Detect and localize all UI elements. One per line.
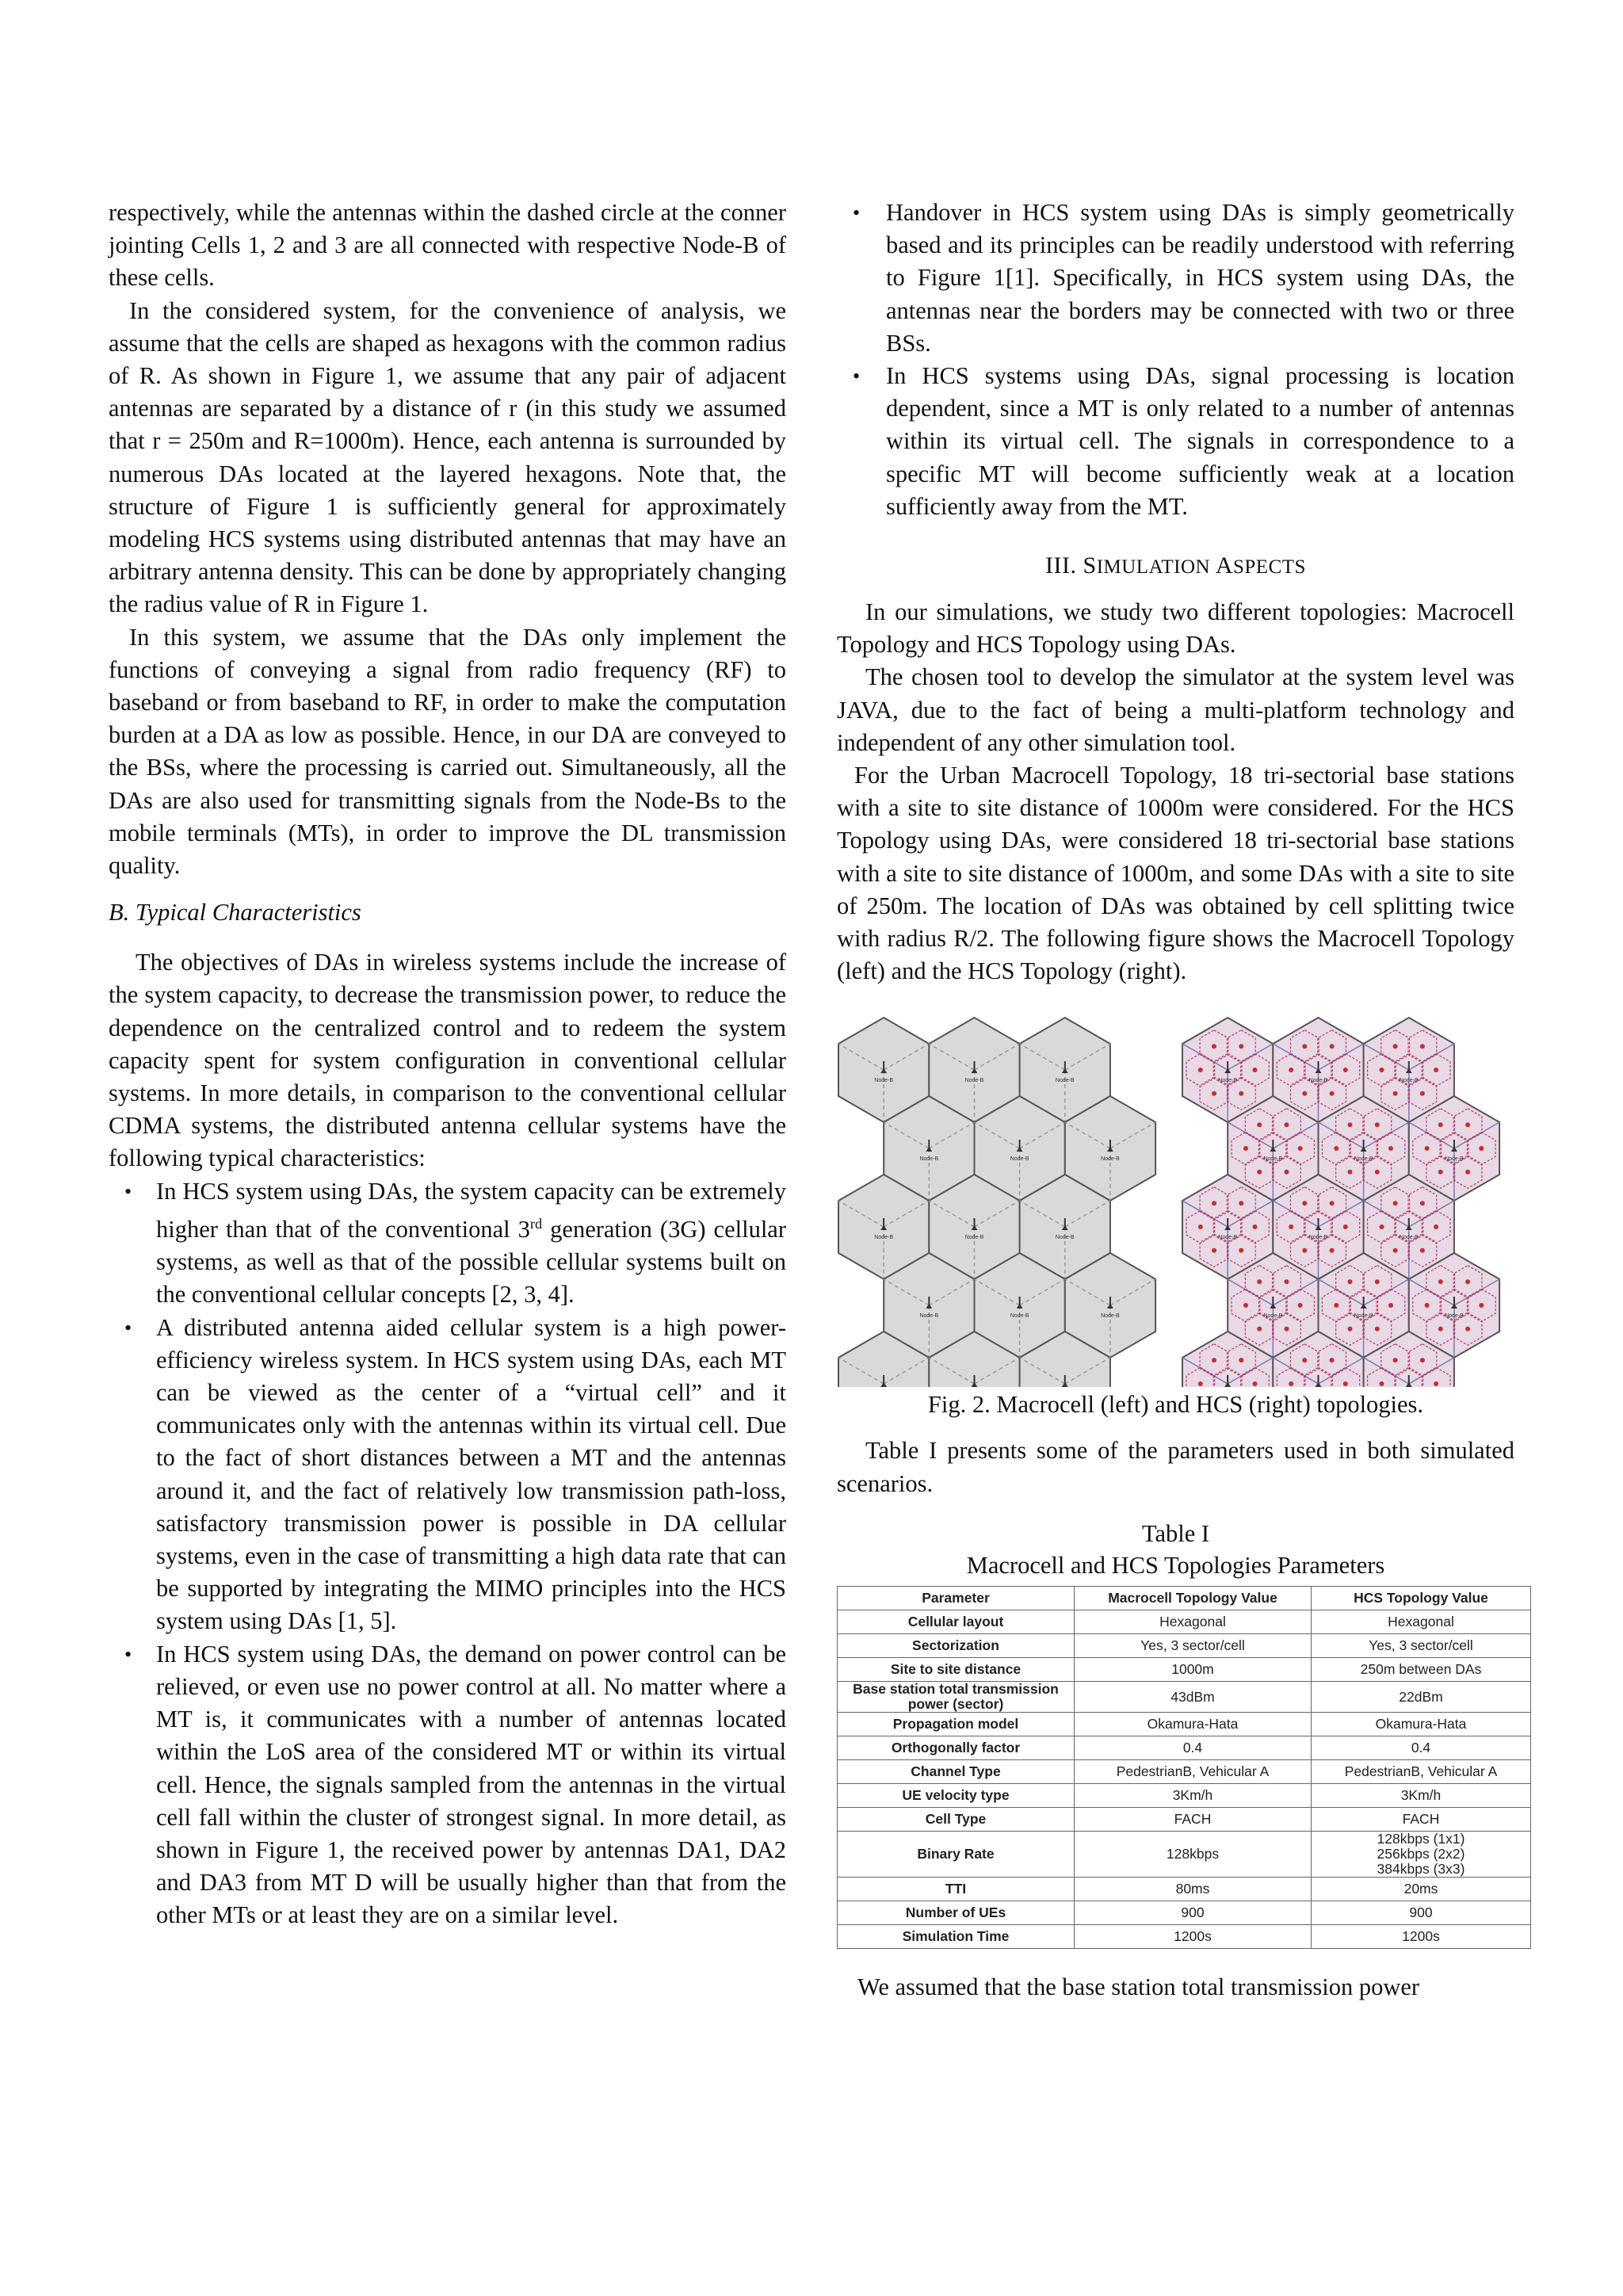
distributed-antenna-icon	[1298, 1303, 1303, 1308]
list-item: • A distributed antenna aided cellular system is a high power-efficiency wireless system. In HCS system using DAs, each MT can be viewed as the center of a “virtual cell” and it communicates only with the antennas within its virtual cell. Due to the fact of short distances between a MT and the antennas around it, and the fact of relatively low transmission path-loss, satisfactory transmission power is possible in DA cellular systems, even in the case of transmitting a high data rate that can be supported by integrating the MIMO principles into the HCS system using DAs [1, 5].	[109, 1312, 786, 1638]
cell-macrocell-value: 900	[1075, 1901, 1312, 1924]
distributed-antenna-icon	[1243, 1303, 1248, 1308]
distributed-antenna-icon	[1330, 1045, 1335, 1049]
node-b-label: Node-B	[919, 1313, 939, 1320]
node-b-label: Node-B	[1399, 1078, 1419, 1084]
distributed-antenna-icon	[1212, 1201, 1216, 1206]
table-row	[838, 1807, 1531, 1831]
distributed-antenna-icon	[1393, 1091, 1398, 1096]
node-b-label: Node-B	[1354, 1156, 1373, 1163]
distributed-antenna-icon	[1257, 1123, 1262, 1128]
table-row	[838, 1610, 1531, 1633]
node-b-label: Node-B	[874, 1235, 894, 1241]
table-header-row	[838, 1586, 1531, 1610]
paragraph-3: In this system, we assume that the DAs only implement the functions of conveying a signal from radio frequency (RF) to baseband or from baseband to RF, in order to make the computation burden at a DA as low as possible. Hence, in our DA are conveyed to the BSs, where the processing is carried out. Simultaneously, all the DAs are also used for transmitting signals from the Node-Bs to the mobile terminals (MTs), in order to improve the DL transmission quality.	[109, 623, 786, 880]
cell-hcs-value: 3Km/h	[1312, 1783, 1531, 1807]
hcs-topology	[1182, 1018, 1499, 1387]
distributed-antenna-icon	[1425, 1303, 1430, 1308]
node-b-label: Node-B	[1263, 1156, 1283, 1163]
distributed-antenna-icon	[1302, 1248, 1307, 1253]
distributed-antenna-icon	[1380, 1381, 1384, 1386]
bullet-icon: •	[853, 365, 861, 388]
topology-figure	[837, 1016, 1514, 1387]
distributed-antenna-icon	[1348, 1280, 1353, 1285]
cell-parameter: TTI	[838, 1877, 1075, 1901]
distributed-antenna-icon	[1239, 1248, 1243, 1253]
paragraph-6: The chosen tool to develop the simulator at the system level was JAVA, due to the fact of being a multi-platform technology and independent of any other simulation tool.	[837, 663, 1514, 756]
cell-macrocell-value: 43dBm	[1075, 1681, 1312, 1712]
cell-hcs-value: FACH	[1312, 1807, 1531, 1831]
table-row	[838, 1901, 1531, 1924]
table-row	[838, 1759, 1531, 1783]
distributed-antenna-icon	[1334, 1146, 1338, 1151]
figure-caption: Fig. 2. Macrocell (left) and HCS (right) topologies.	[927, 1391, 1424, 1419]
cell-macrocell-value: Hexagonal	[1075, 1610, 1312, 1633]
paragraph-4: The objectives of DAs in wireless systems include the increase of the system capacity, to decrease the transmission power, to reduce the dependence on the centralized control and to redeem the system capacity spent for system configuration in conventional cellular systems. In more details, in comparison to the conventional cellular CDMA systems, the distributed antenna cellular systems have the following typical characteristics:	[109, 949, 786, 1172]
distributed-antenna-icon	[1420, 1091, 1425, 1096]
header-hcs: HCS Topology Value	[1312, 1586, 1531, 1610]
distributed-antenna-icon	[1348, 1327, 1353, 1331]
distributed-antenna-icon	[1465, 1280, 1470, 1285]
header-parameter: Parameter	[838, 1586, 1075, 1610]
bullet-icon: •	[124, 1642, 132, 1666]
cell-parameter: Base station total transmission power (sector)	[838, 1681, 1075, 1712]
distributed-antenna-icon	[1212, 1045, 1216, 1049]
distributed-antenna-icon	[1479, 1303, 1484, 1308]
cell-parameter: Channel Type	[838, 1759, 1075, 1783]
distributed-antenna-icon	[1380, 1224, 1384, 1229]
distributed-antenna-icon	[1420, 1045, 1425, 1049]
cell-hcs-value: Yes, 3 sector/cell	[1312, 1633, 1531, 1657]
distributed-antenna-icon	[1257, 1280, 1262, 1285]
distributed-antenna-icon	[1298, 1146, 1303, 1151]
distributed-antenna-icon	[1198, 1068, 1203, 1072]
cell-hcs-value: 250m between DAs	[1312, 1657, 1531, 1681]
distributed-antenna-icon	[1425, 1146, 1430, 1151]
cell-macrocell-value: 1200s	[1075, 1924, 1312, 1948]
table-row	[838, 1831, 1531, 1877]
distributed-antenna-icon	[1302, 1045, 1307, 1049]
distributed-antenna-icon	[1285, 1327, 1289, 1331]
cell-parameter: Cellular layout	[838, 1610, 1075, 1633]
distributed-antenna-icon	[1302, 1091, 1307, 1096]
table-title: Macrocell and HCS Topologies Parameters	[966, 1551, 1385, 1579]
node-b-label: Node-B	[1354, 1313, 1373, 1320]
paragraph-8: Table I presents some of the parameters used in both simulated scenarios.	[837, 1437, 1514, 1497]
node-b-label: Node-B	[1101, 1313, 1120, 1320]
distributed-antenna-icon	[1257, 1170, 1262, 1175]
table-row	[838, 1681, 1531, 1712]
distributed-antenna-icon	[1393, 1248, 1398, 1253]
distributed-antenna-icon	[1289, 1068, 1293, 1072]
cell-parameter: Site to site distance	[838, 1657, 1075, 1681]
bullet-icon: •	[124, 1316, 132, 1339]
macrocell-topology	[838, 1018, 1155, 1387]
paragraph-7: For the Urban Macrocell Topology, 18 tri-sectorial base stations with a site to site distance of 1000m were considered. For the HCS Topology using DAs, were considered 18 tri-sectorial base stations with a site to site distance of 1000m, and some DAs with a site to site of 250m. The location of DAs was obtained by cell splitting twice with radius R/2. The following figure shows the Macrocell Topology (left) and the HCS Topology (right).	[837, 762, 1514, 985]
parameters-table	[837, 1586, 1531, 1949]
distributed-antenna-icon	[1289, 1381, 1293, 1386]
cell-macrocell-value: 1000m	[1075, 1657, 1312, 1681]
cell-parameter: Cell Type	[838, 1807, 1075, 1831]
distributed-antenna-icon	[1420, 1201, 1425, 1206]
node-b-label: Node-B	[1263, 1313, 1283, 1320]
distributed-antenna-icon	[1388, 1146, 1393, 1151]
characteristics-list	[109, 1175, 786, 1932]
distributed-antenna-icon	[1239, 1201, 1243, 1206]
distributed-antenna-icon	[1375, 1170, 1380, 1175]
subheading-typical-characteristics: B. Typical Characteristics	[109, 899, 361, 926]
distributed-antenna-icon	[1253, 1224, 1258, 1229]
distributed-antenna-icon	[1343, 1381, 1348, 1386]
cell-hcs-value: 128kbps (1x1) 256kbps (2x2) 384kbps (3x3)	[1312, 1831, 1531, 1877]
cell-hcs-value: Okamura-Hata	[1312, 1712, 1531, 1736]
cell-macrocell-value: 128kbps	[1075, 1831, 1312, 1877]
distributed-antenna-icon	[1380, 1068, 1384, 1072]
node-b-label: Node-B	[964, 1078, 984, 1084]
table-row	[838, 1633, 1531, 1657]
table-row	[838, 1712, 1531, 1736]
characteristics-list-continued	[837, 197, 1514, 523]
distributed-antenna-icon	[1438, 1123, 1443, 1128]
distributed-antenna-icon	[1285, 1280, 1289, 1285]
node-b-label: Node-B	[1218, 1235, 1238, 1241]
distributed-antenna-icon	[1465, 1170, 1470, 1175]
distributed-antenna-icon	[1212, 1358, 1216, 1363]
distributed-antenna-icon	[1212, 1248, 1216, 1253]
distributed-antenna-icon	[1330, 1091, 1335, 1096]
cell-parameter: Simulation Time	[838, 1924, 1075, 1948]
list-item: • In HCS system using DAs, the demand on power control can be relieved, or even use no power control at all. No matter where a MT is, it communicates with a number of antennas located within the LoS area of the considered MT or within its virtual cell. Hence, the signals sampled from the antennas in the virtual cell fall within the cluster of strongest signal. In more detail, as shown in Figure 1, the received power by antennas DA1, DA2 and DA3 from MT D will be usually higher than that from the other MTs or at least they are on a similar level.	[109, 1638, 786, 1932]
node-b-label: Node-B	[1055, 1235, 1075, 1241]
node-b-label: Node-B	[1308, 1235, 1328, 1241]
distributed-antenna-icon	[1253, 1068, 1258, 1072]
distributed-antenna-icon	[1334, 1303, 1338, 1308]
cell-macrocell-value: 0.4	[1075, 1736, 1312, 1759]
distributed-antenna-icon	[1420, 1248, 1425, 1253]
distributed-antenna-icon	[1375, 1280, 1380, 1285]
header-macrocell: Macrocell Topology Value	[1075, 1586, 1312, 1610]
cell-parameter: Number of UEs	[838, 1901, 1075, 1924]
distributed-antenna-icon	[1253, 1381, 1258, 1386]
distributed-antenna-icon	[1330, 1358, 1335, 1363]
node-b-label: Node-B	[964, 1235, 984, 1241]
left-column	[109, 197, 786, 1932]
distributed-antenna-icon	[1438, 1170, 1443, 1175]
cell-hcs-value: 20ms	[1312, 1877, 1531, 1901]
distributed-antenna-icon	[1285, 1170, 1289, 1175]
distributed-antenna-icon	[1285, 1123, 1289, 1128]
cell-hcs-value: 0.4	[1312, 1736, 1531, 1759]
distributed-antenna-icon	[1239, 1358, 1243, 1363]
paragraph-1: respectively, while the antennas within the dashed circle at the conner jointing Cells 1, 2 and 3 are all connected with respective Node-B of these cells.	[109, 199, 786, 292]
cell-parameter: Sectorization	[838, 1633, 1075, 1657]
cell-macrocell-value: PedestrianB, Vehicular A	[1075, 1759, 1312, 1783]
distributed-antenna-icon	[1420, 1358, 1425, 1363]
distributed-antenna-icon	[1434, 1224, 1438, 1229]
distributed-antenna-icon	[1434, 1068, 1438, 1072]
node-b-label: Node-B	[1010, 1156, 1029, 1163]
table-row	[838, 1877, 1531, 1901]
distributed-antenna-icon	[1212, 1091, 1216, 1096]
distributed-antenna-icon	[1198, 1224, 1203, 1229]
node-b-label: Node-B	[1445, 1313, 1464, 1320]
node-b-label: Node-B	[874, 1078, 894, 1084]
cell-hcs-value: 900	[1312, 1901, 1531, 1924]
topology-diagram	[837, 1016, 1514, 1387]
distributed-antenna-icon	[1239, 1091, 1243, 1096]
paragraph-5: In our simulations, we study two different topologies: Macrocell Topology and HCS Topology using DAs.	[837, 598, 1514, 659]
distributed-antenna-icon	[1434, 1381, 1438, 1386]
distributed-antenna-icon	[1375, 1327, 1380, 1331]
node-b-label: Node-B	[1010, 1313, 1029, 1320]
distributed-antenna-icon	[1438, 1280, 1443, 1285]
table-label: Table I	[1141, 1519, 1210, 1547]
bullet-icon: •	[853, 201, 861, 224]
node-b-label: Node-B	[1218, 1078, 1238, 1084]
cell-macrocell-value: Okamura-Hata	[1075, 1712, 1312, 1736]
node-b-label: Node-B	[919, 1156, 939, 1163]
distributed-antenna-icon	[1330, 1248, 1335, 1253]
bullet-icon: •	[124, 1179, 132, 1203]
table-row	[838, 1657, 1531, 1681]
cell-hcs-value: 1200s	[1312, 1924, 1531, 1948]
cell-macrocell-value: 3Km/h	[1075, 1783, 1312, 1807]
cell-hcs-value: 22dBm	[1312, 1681, 1531, 1712]
paragraph-2: In the considered system, for the convenience of analysis, we assume that the cells are shaped as hexagons with the common radius of R. As shown in Figure 1, we assume that any pair of adjacent antennas are separated by a distance of r (in this study we assumed that r = 250m and R=1000m). Hence, each antenna is surrounded by numerous DAs located at the layered hexagons. Note that, the structure of Figure 1 is sufficiently general for approximately modeling HCS systems using distributed antennas that may have an arbitrary antenna density. This can be done by appropriately changing the radius value of R in Figure 1.	[109, 296, 786, 618]
cell-hcs-value: Hexagonal	[1312, 1610, 1531, 1633]
right-column	[837, 197, 1514, 2004]
cell-hcs-value: PedestrianB, Vehicular A	[1312, 1759, 1531, 1783]
distributed-antenna-icon	[1257, 1327, 1262, 1331]
distributed-antenna-icon	[1479, 1146, 1484, 1151]
cell-parameter: Orthogonally factor	[838, 1736, 1075, 1759]
distributed-antenna-icon	[1239, 1045, 1243, 1049]
section-heading-simulation-aspects: III. SIMULATION ASPECTS	[1045, 552, 1306, 579]
node-b-label: Node-B	[1445, 1156, 1464, 1163]
table-row	[838, 1736, 1531, 1759]
distributed-antenna-icon	[1289, 1224, 1293, 1229]
list-item: • In HCS systems using DAs, signal processing is location dependent, since a MT is only related to a number of antennas within its virtual cell. The signals in correspondence to a specific MT will become sufficiently weak at a location sufficiently away from the MT.	[837, 360, 1514, 523]
paragraph-9: We assumed that the base station total transmission power	[857, 1973, 1420, 2000]
node-b-label: Node-B	[1399, 1235, 1419, 1241]
cell-macrocell-value: 80ms	[1075, 1877, 1312, 1901]
table-row	[838, 1924, 1531, 1948]
distributed-antenna-icon	[1343, 1224, 1348, 1229]
distributed-antenna-icon	[1198, 1381, 1203, 1386]
table-row	[838, 1783, 1531, 1807]
distributed-antenna-icon	[1393, 1201, 1398, 1206]
cell-macrocell-value: Yes, 3 sector/cell	[1075, 1633, 1312, 1657]
distributed-antenna-icon	[1243, 1146, 1248, 1151]
node-b-label: Node-B	[1101, 1156, 1120, 1163]
list-item: • Handover in HCS system using DAs is simply geometrically based and its principles can be readily understood with referring to Figure 1[1]. Specifically, in HCS system using DAs, the antennas near the borders may be connected with two or three BSs.	[837, 197, 1514, 360]
node-b-label: Node-B	[1308, 1078, 1328, 1084]
distributed-antenna-icon	[1330, 1201, 1335, 1206]
cell-parameter: UE velocity type	[838, 1783, 1075, 1807]
cell-parameter: Binary Rate	[838, 1831, 1075, 1877]
distributed-antenna-icon	[1438, 1327, 1443, 1331]
distributed-antenna-icon	[1348, 1170, 1353, 1175]
node-b-label: Node-B	[1055, 1078, 1075, 1084]
distributed-antenna-icon	[1343, 1068, 1348, 1072]
distributed-antenna-icon	[1302, 1358, 1307, 1363]
distributed-antenna-icon	[1302, 1201, 1307, 1206]
distributed-antenna-icon	[1388, 1303, 1393, 1308]
distributed-antenna-icon	[1393, 1358, 1398, 1363]
distributed-antenna-icon	[1393, 1045, 1398, 1049]
distributed-antenna-icon	[1375, 1123, 1380, 1128]
list-item: • In HCS system using DAs, the system capacity can be extremely higher than that of the conventional 3rd generation (3G) cellular systems, as well as that of the possible cellular systems built on the conventional cellular concepts [2, 3, 4].	[109, 1175, 786, 1312]
distributed-antenna-icon	[1465, 1327, 1470, 1331]
distributed-antenna-icon	[1465, 1123, 1470, 1128]
distributed-antenna-icon	[1348, 1123, 1353, 1128]
cell-macrocell-value: FACH	[1075, 1807, 1312, 1831]
cell-parameter: Propagation model	[838, 1712, 1075, 1736]
